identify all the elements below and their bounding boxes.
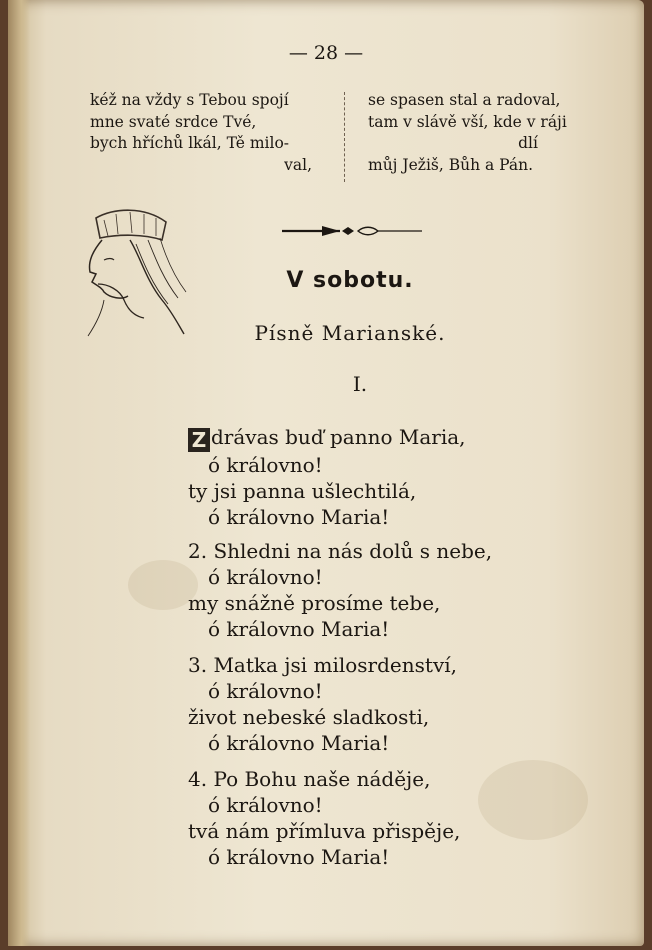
right-column-text [368,90,618,176]
column-divider [344,92,345,182]
right-line: dlí [518,134,538,152]
left-line: bych hříchů lkál, Tě milo- [90,134,290,152]
stanza [188,652,457,756]
left-line: mne svaté srdce Tvé, [90,112,257,131]
pencil-portrait-sketch [74,200,194,340]
right-line: tam v slávě vší, kde v ráji [368,112,567,131]
stanza-line [188,424,466,452]
right-line: se spasen stal a radoval, [368,91,561,109]
right-line: můj Ježiš, Bůh a Pán. [368,155,534,174]
stanza-line: 2. Shledni na nás dolů s nebe, [188,539,493,563]
stanza [188,766,460,870]
section-heading: V sobotu. [286,268,414,293]
left-column-text [90,90,340,176]
section-subheading: Písně Marianské. [254,321,446,345]
stanza-line: ó královno! [208,793,323,817]
stanza-line: 4. Po Bohu naše náděje, [188,767,431,791]
stanza [188,424,466,530]
stanza-line: ó královno Maria! [208,505,390,529]
page-spine-shadow [8,0,30,946]
stanza-line: ó královno! [208,565,323,589]
stanza-line: 3. Matka jsi milosrdenství, [188,653,457,677]
page-number: — 28 — [288,42,364,64]
drop-cap: Z [188,428,210,452]
stanza-line: ó královno Maria! [208,617,390,641]
stanza-line: ó královno! [208,679,323,703]
stanza-line: ty jsi panna ušlechtilá, [188,479,417,503]
stanza-line: ó královno Maria! [208,845,390,869]
stanza-line: my snážně prosíme tebe, [188,591,441,615]
stanza-line: život nebeské sladkosti, [188,705,430,729]
hymn-numeral: I. [352,372,368,396]
left-line: kéž na vždy s Tebou spojí [90,91,289,109]
stanza-line: tvá nám přímluva přispěje, [188,819,461,843]
stanza-line: ó královno Maria! [208,731,390,755]
stanza-line-text: drávas buď panno Maria, [211,425,466,449]
stanza [188,538,492,642]
ornamental-divider [282,224,422,238]
left-line: val, [284,155,312,174]
stanza-line: ó královno! [208,453,323,477]
paper-stain [478,760,588,840]
